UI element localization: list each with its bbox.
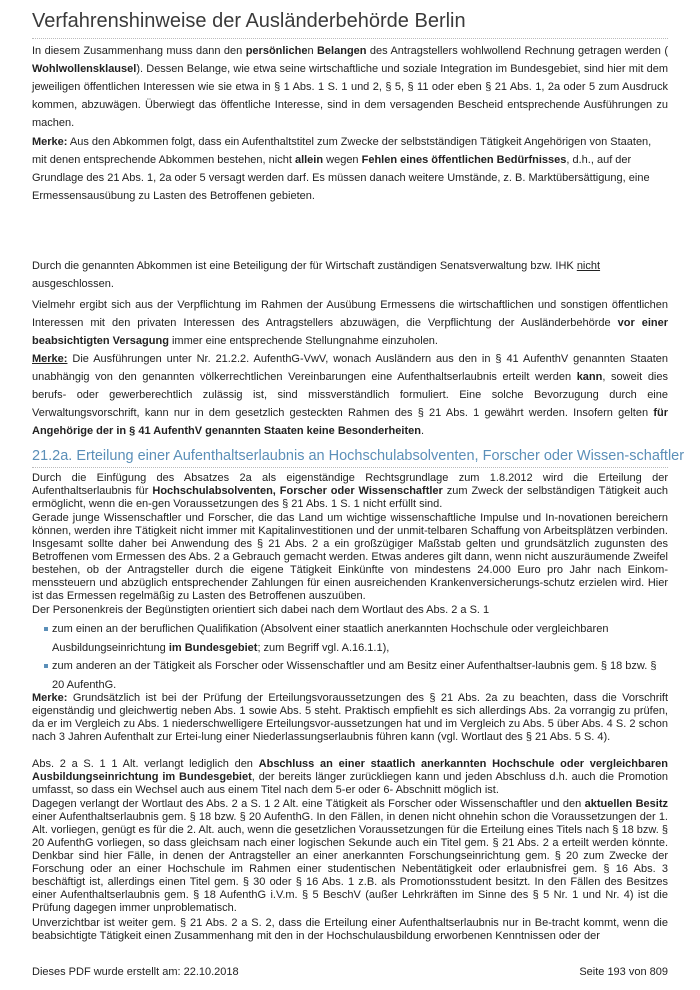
footer-created-date: Dieses PDF wurde erstellt am: 22.10.2018 [32, 966, 239, 978]
bullet-square-icon [44, 627, 48, 631]
section-heading-21-2a: 21.2a. Erteilung einer Aufenthaltserlaubnis an Hochschulabsolventen, Forscher oder Wissen-schaftler [32, 448, 685, 464]
footer-page-number: Seite 193 von 809 [579, 966, 668, 978]
paragraph-junge-wissenschaftler: Gerade junge Wissenschaftler und Forscher, die das Land um wichtige wissenschaftliche Impulse und In-novationen bereichern können, werden ihre Tätigkeit nicht immer mit Kapitalinvestitionen und der unmit-telbaren Schaffung von Arbeitsplätzen verbinden. Insgesamt sollte daher bei Anwendung des § 21 Abs. 2 a ein großzügiger Maßstab gelten und grundsätzlich zugunsten des Betroffenen vom Ermessen des Abs. 2 a Gebrauch gemacht werden. Etwas anderes gilt dann, wenn nicht auszuräumende Zweifel bestehen, ob der Antragsteller durch die eigene Tätigkeit Einkünfte von mindestens 24.000 Euro pro Jahr nach Einkom-menssteuern und abzüglich entsprechender Zahlungen für einen ausreichenden Krankenversicherungs-schutz erzielen wird. Hier ist das Ermessen regelmäßig zu Lasten des Betroffenen auszuüben. [32, 512, 668, 602]
merke-vwv: Merke: Die Ausführungen unter Nr. 21.2.2. AufenthG-VwV, wonach Ausländern aus den in § 41 AufenthV genannten Staaten unabhängig von den genannten völkerrechtlichen Vereinbarungen eine Aufenthaltserlaubnis erteilt werden kann, soweit dies berufs- oder gewerberechtlich zulässig ist, sind missverständlich formuliert. Eine solche Bevorzugung durch eine Verwaltungsvorschrift, kann nur in dem gesetzlich gesteckten Rahmen des § 21 Abs. 1 gewährt werden. Insofern gelten für Angehörige der in § 41 AufenthV genannten Staaten keine Besonderheiten. [32, 353, 668, 437]
paragraph-einfuegung: Durch die Einfügung des Absatzes 2a als eigenständige Rechtsgrundlage zum 1.8.2012 wird die Erteilung der Aufenthaltserlaubnis für Hochschulabsolventen, Forscher oder Wissenschaftler zum Zweck der selbständigen Tätigkeit auch ermöglicht, wenn die en-gen Voraussetzungen des § 21 Abs. 1 S. 1 nicht erfüllt sind. [32, 472, 668, 510]
list-item-taetigkeit: zum anderen an der Tätigkeit als Forscher oder Wissenschaftler und am Besitz einer Aufenthaltser-laubnis gem. § 18 bzw. § 20 AufenthG. [44, 657, 668, 695]
paragraph-abschluss: Abs. 2 a S. 1 1 Alt. verlangt lediglich den Abschluss an einer staatlich anerkannten Hochschule oder vergleichbaren Ausbildungseinrichtung im Bundesgebiet, der bereits länger zurückliegen kann und jeden Abschluss d.h. auch die Promotion umfasst, so dass ein Wechsel auch aus einem Titel nach dem 5-er oder 6- Abschnitt möglich ist. [32, 758, 668, 796]
page-title: Verfahrenshinweise der Ausländerbehörde Berlin [32, 10, 466, 32]
list-item-qualifikation: zum einen an der beruflichen Qualifikation (Absolvent einer staatlich anerkannten Hochschule oder vergleichbaren Ausbildungseinrichtung im Bundesgebiet; zum Begriff vgl. A.16.1.1), [44, 620, 668, 658]
merke-pruefung: Merke: Grundsätzlich ist bei der Prüfung der Erteilungsvoraussetzungen des § 21 Abs. 2a zu beachten, dass die Vorschrift eigenständig und gleichwertig neben Abs. 1 sowie Abs. 5 steht. Praktisch empfiehlt es sich allerdings Abs. 2a vorrangig zu prüfen, da er im Vergleich zu Abs. 1 niederschwelligere Erteilungsvor-aussetzungen hat und im Vergleich zu Abs. 5 über Abs. 4 S. 2 schon nach 3 Jahren Aufenthalt zur Ertei-lung einer Niederlassungserlaubnis führen kann (vgl. Wortlaut des § 21 Abs. 5 S. 4). [32, 692, 668, 743]
section-divider [32, 467, 668, 468]
page-footer [32, 966, 668, 978]
paragraph-beteiligung: Durch die genannten Abkommen ist eine Beteiligung der für Wirtschaft zuständigen Senatsverwaltung bzw. IHK nicht ausgeschlossen. [32, 260, 601, 290]
paragraph-wohlwollen: In diesem Zusammenhang muss dann den persönlichen Belangen des Antragstellers wohlwollend Rechnung getragen werden ( Wohlwollensklausel). Dessen Belange, wie etwa seine wirtschaftliche und soziale Integration im Bundesgebiet, sind hier mit dem jeweiligen öffentlichen Interessen wie sie etwa in § 1 Abs. 1 S. 1 und 2, § 5, § 11 oder eben § 21 Abs. 1, 2a oder 5 zum Ausdruck kommen, abzuwägen. Überwiegt das öffentliche Interesse, sind in dem versagenden Bescheid entsprechende Ausführungen zu machen. [32, 45, 668, 129]
merke-abkommen: Merke: Aus den Abkommen folgt, dass ein Aufenthaltstitel zum Zwecke der selbstständigen Tätigkeit Angehörigen von Staaten, mit denen entsprechende Abkommen bestehen, nicht allein wegen Fehlen eines öffentlichen Bedürfnisses, d.h., auf der Grundlage des 21 Abs. 1, 2a oder 5 versagt werden darf. Es müssen danach weitere Umstände, z. B. Marktübersättigung, eine Ermessensausübung zu Lasten des Betroffenen gebieten. [32, 136, 652, 202]
bullet-square-icon [44, 664, 48, 668]
title-divider [32, 38, 668, 39]
merke-label: Merke: [32, 353, 68, 365]
paragraph-personenkreis: Der Personenkreis der Begünstigten orientiert sich dabei nach dem Wortlaut des Abs. 2 a S. 1 [32, 604, 490, 616]
paragraph-zusammenhang: Unverzichtbar ist weiter gem. § 21 Abs. 2 a S. 2, dass die Erteilung einer Aufenthaltserlaubnis nur in Be-tracht kommt, wenn die beabsichtigte Tätigkeit einen Zusammenhang mit den in der Hochschulausbildung erworbenen Kenntnissen oder der [32, 917, 668, 942]
paragraph-abwaegung: Vielmehr ergibt sich aus der Verpflichtung im Rahmen der Ausübung Ermessens die wirtschaftlichen und sonstigen öffentlichen Interessen mit den privaten Interessen des Antragstellers abzuwägen, die Verpflichtung der Ausländerbehörde vor einer beabsichtigten Versagung immer eine entsprechende Stellungnahme einzuholen. [32, 299, 668, 347]
paragraph-besitz: Dagegen verlangt der Wortlaut des Abs. 2 a S. 1 2 Alt. eine Tätigkeit als Forscher oder Wissenschaftler und den aktuellen Besitz einer Aufenthaltserlaubnis gem. § 18 bzw. § 20 AufenthG. In den Fällen, in denen nicht ohnehin schon die Voraussetzungen der 1. Alt. vorliegen, genügt es für die 2. Alt. auch, wenn die gesetzlichen Voraussetzungen für die Erteilung eines Titels nach § 18 bzw. § 20 AufenthG vorliegen, so dass gleichsam nach einer logischen Sekunde auch ein Titel gem. § 21 Abs. 2 a erteilt werden könnte. Denkbar sind hier Fälle, in denen der Antragsteller an einer anerkannten Forschungseinrichtung gem. § 20 zum Zwecke der Forschung oder an einer Hochschule im Rahmen einer studentischen Nebentätigkeit oder erlaubnisfrei gem. § 16 Abs. 3 beschäftigt ist, allerdings einen Titel gem. § 30 oder § 16 Abs. 1 z.B. als Promotionsstudent besitzt. In den Fällen des Besitzes einer Aufenthaltserlaubnis gem. § 18 AufenthG i.V.m. § 5 BeschV (außer Lehrkräften im Sinne des § 5 Nr. 1 und Nr. 4) ist die Prüfung dagegen immer unproblematisch. [32, 798, 669, 914]
